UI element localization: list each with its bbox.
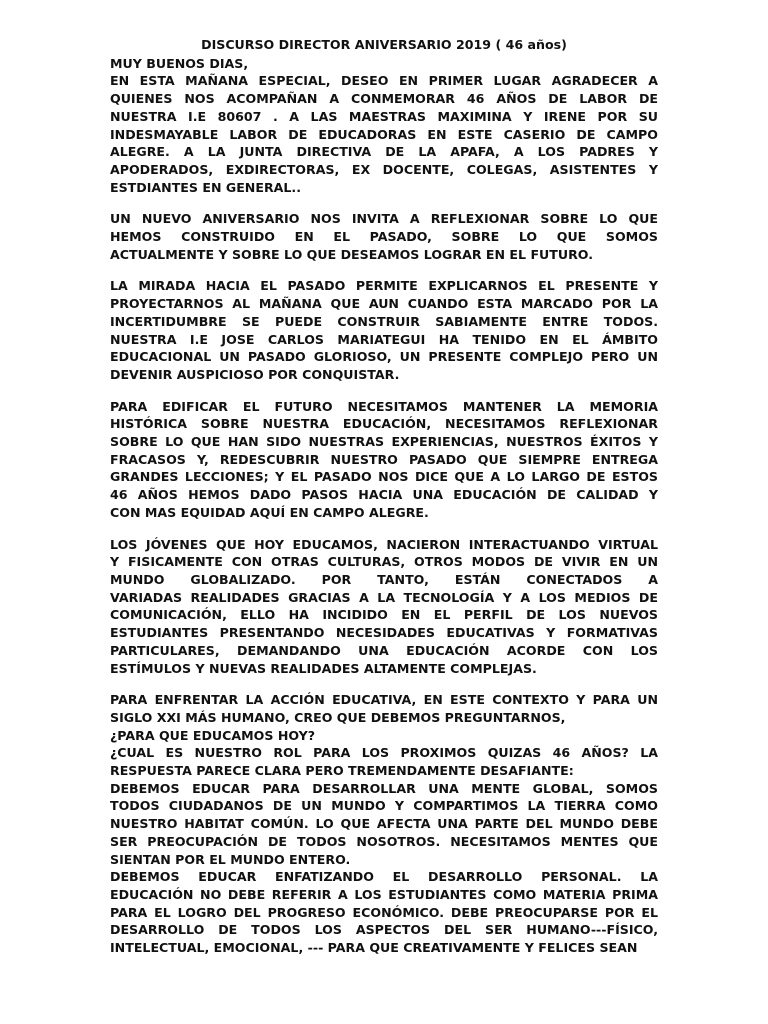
paragraph-line: NUESTRO HABITAT COMÚN. LO QUE AFECTA UNA PARTE DEL MUNDO DEBE xyxy=(110,816,658,832)
paragraph-line: SIGLO XXI MÁS HUMANO, CREO QUE DEBEMOS PREGUNTARNOS, xyxy=(110,709,566,725)
paragraph-line: SOBRE LO QUE HAN SIDO NUESTRAS EXPERIENCIAS, NUESTROS ÉXITOS Y xyxy=(110,434,658,450)
paragraph-line: Y FISICAMENTE CON OTRAS CULTURAS, OTROS MODOS DE VIVIR EN UN xyxy=(110,554,658,570)
paragraph-line: DEVENIR AUSPICIOSO POR CONQUISTAR. xyxy=(110,366,400,382)
paragraph-line: PARA EL LOGRO DEL PROGRESO ECONÓMICO. DEBE PREOCUPARSE POR EL xyxy=(110,904,658,920)
paragraph-line: DEBEMOS EDUCAR PARA DESARROLLAR UNA MENTE GLOBAL, SOMOS xyxy=(110,780,658,796)
paragraph-1 xyxy=(110,72,658,196)
speech-document xyxy=(110,36,658,957)
paragraph-line: DESARROLLO DE TODOS LOS ASPECTOS DEL SER HUMANO---FÍSICO, xyxy=(110,922,658,938)
paragraph-line: MUNDO GLOBALIZADO. POR TANTO, ESTÁN CONECTADOS A xyxy=(110,571,658,587)
paragraph-line: ACTUALMENTE Y SOBRE LO QUE DESEAMOS LOGRAR EN EL FUTURO. xyxy=(110,246,594,262)
paragraph-line: QUIENES NOS ACOMPAÑAN A CONMEMORAR 46 AÑOS DE LABOR DE xyxy=(110,91,658,107)
paragraph-line: HISTÓRICA SOBRE NUESTRA EDUCACIÓN, NECESITAMOS REFLEXIONAR xyxy=(110,416,658,432)
paragraph-line: LA MIRADA HACIA EL PASADO PERMITE EXPLICARNOS EL PRESENTE Y xyxy=(110,278,658,294)
paragraph-line: PARA EDIFICAR EL FUTURO NECESITAMOS MANTENER LA MEMORIA xyxy=(110,398,658,414)
paragraph-line: INDESMAYABLE LABOR DE EDUCADORAS EN ESTE CASERIO DE CAMPO xyxy=(110,126,658,142)
paragraph-line: NUESTRA I.E JOSE CARLOS MARIATEGUI HA TENIDO EN EL ÁMBITO xyxy=(110,331,658,347)
paragraph-line: SIENTAN POR EL MUNDO ENTERO. xyxy=(110,851,351,867)
paragraph-line: INTELECTUAL, EMOCIONAL, --- PARA QUE CREATIVAMENTE Y FELICES SEAN xyxy=(110,940,638,956)
paragraph-line: GRANDES LECCIONES; Y EL PASADO NOS DICE QUE A LO LARGO DE ESTOS xyxy=(110,469,658,485)
paragraph-line: ESTÍMULOS Y NUEVAS REALIDADES ALTAMENTE COMPLEJAS. xyxy=(110,660,537,676)
paragraph-line: TODOS CIUDADANOS DE UN MUNDO Y COMPARTIMOS LA TIERRA COMO xyxy=(110,798,658,814)
paragraph-line: CON MAS EQUIDAD AQUÍ EN CAMPO ALEGRE. xyxy=(110,504,429,520)
paragraph-line: PARTICULARES, DEMANDANDO UNA EDUCACIÓN ACORDE CON LOS xyxy=(110,642,658,658)
paragraph-line: HEMOS CONSTRUIDO EN EL PASADO, SOBRE LO QUE SOMOS xyxy=(110,229,658,245)
paragraph-line: ESTUDIANTES PRESENTANDO NECESIDADES EDUCATIVAS Y FORMATIVAS xyxy=(110,625,658,641)
paragraph-line: FRACASOS Y, REDESCUBRIR NUESTRO PASADO QUE SIEMPRE ENTREGA xyxy=(110,451,658,467)
paragraph-line: PARA ENFRENTAR LA ACCIÓN EDUCATIVA, EN ESTE CONTEXTO Y PARA UN xyxy=(110,692,658,708)
paragraph-line: ESTDIANTES EN GENERAL.. xyxy=(110,179,301,195)
paragraph-line: SER PREOCUPACIÓN DE TODOS NOSOTROS. NECESITAMOS MENTES QUE xyxy=(110,833,658,849)
paragraph-line: ¿PARA QUE EDUCAMOS HOY? xyxy=(110,727,316,743)
paragraph-line: INCERTIDUMBRE SE PUEDE CONSTRUIR SABIAMENTE ENTRE TODOS. xyxy=(110,313,658,329)
paragraph-line: PROYECTARNOS AL MAÑANA QUE AUN CUANDO ESTA MARCADO POR LA xyxy=(110,296,658,312)
paragraph-line: UN NUEVO ANIVERSARIO NOS INVITA A REFLEXIONAR SOBRE LO QUE xyxy=(110,211,658,227)
paragraph-line: LOS JÓVENES QUE HOY EDUCAMOS, NACIERON INTERACTUANDO VIRTUAL xyxy=(110,536,658,552)
greeting-line: MUY BUENOS DIAS, xyxy=(110,55,249,71)
paragraph-line: VARIADAS REALIDADES GRACIAS A LA TECNOLOGÍA Y A LOS MEDIOS DE xyxy=(110,589,658,605)
paragraph-3 xyxy=(110,277,658,383)
paragraph-line: EN ESTA MAÑANA ESPECIAL, DESEO EN PRIMER LUGAR AGRADECER A xyxy=(110,73,658,89)
paragraph-line: EDUCACIÓN NO DEBE REFERIR A LOS ESTUDIANTES COMO MATERIA PRIMA xyxy=(110,886,658,902)
paragraph-line: APODERADOS, EXDIRECTORAS, EX DOCENTE, COLEGAS, ASISTENTES Y xyxy=(110,161,658,177)
paragraph-line: 46 AÑOS HEMOS DADO PASOS HACIA UNA EDUCACIÓN DE CALIDAD Y xyxy=(110,487,658,503)
paragraph-line: NUESTRA I.E 80607 . A LAS MAESTRAS MAXIMINA Y IRENE POR SU xyxy=(110,108,658,124)
paragraph-6 xyxy=(110,691,658,957)
document-title: DISCURSO DIRECTOR ANIVERSARIO 2019 ( 46 años) xyxy=(201,37,567,52)
greeting xyxy=(110,55,658,73)
paragraph-4 xyxy=(110,398,658,522)
paragraph-line: COMUNICACIÓN, ELLO HA INCIDIDO EN EL PERFIL DE LOS NUEVOS xyxy=(110,607,658,623)
paragraph-line: ALEGRE. A LA JUNTA DIRECTIVA DE LA APAFA, A LOS PADRES Y xyxy=(110,144,658,160)
paragraph-2 xyxy=(110,210,658,263)
paragraph-line: DEBEMOS EDUCAR ENFATIZANDO EL DESARROLLO PERSONAL. LA xyxy=(110,869,658,885)
paragraph-line: EDUCACIONAL UN PASADO GLORIOSO, UN PRESENTE COMPLEJO PERO UN xyxy=(110,349,658,365)
speech-body xyxy=(110,72,658,956)
paragraph-line: ¿CUAL ES NUESTRO ROL PARA LOS PROXIMOS QUIZAS 46 AÑOS? LA xyxy=(110,745,658,761)
paragraph-5 xyxy=(110,536,658,678)
paragraph-line: RESPUESTA PARECE CLARA PERO TREMENDAMENTE DESAFIANTE: xyxy=(110,763,574,779)
